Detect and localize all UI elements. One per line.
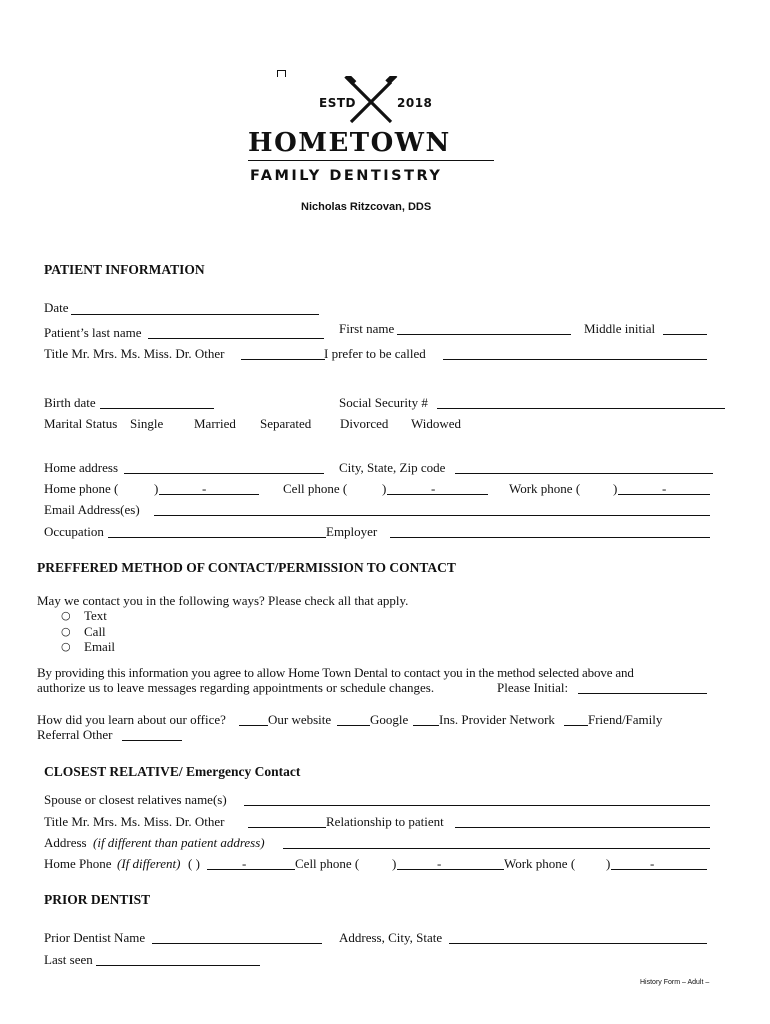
- ssn-field[interactable]: [437, 408, 725, 409]
- learn-line-2: Referral Other: [37, 727, 113, 742]
- relative-names-label: Spouse or closest relatives name(s): [44, 792, 227, 807]
- consent-line-1: By providing this information you agree to allow Home Town Dental to contact you in the method selected above and: [37, 665, 634, 680]
- employer-label: Employer: [326, 524, 378, 539]
- learn-option-provider: Ins. Provider Network: [439, 712, 555, 727]
- home-phone-dash: -: [202, 481, 207, 496]
- date-field[interactable]: [71, 314, 319, 315]
- occupation-field[interactable]: [108, 537, 326, 538]
- date-label: Date: [44, 300, 69, 315]
- cell-phone-label: Cell phone (: [283, 481, 348, 496]
- footer-form-name: History Form – Adult –: [640, 979, 710, 986]
- relative-work-phone-field[interactable]: [611, 869, 707, 870]
- relative-work-phone-dash: -: [650, 856, 655, 871]
- work-phone-dash: -: [662, 481, 667, 496]
- relative-work-phone-paren: ): [606, 856, 611, 871]
- work-phone-label: Work phone (: [509, 481, 581, 496]
- contact-option-email-bullet[interactable]: ○: [61, 640, 71, 653]
- cell-phone-paren: ): [382, 481, 387, 496]
- title-field[interactable]: [241, 359, 325, 360]
- learn-blank-website[interactable]: [239, 725, 268, 726]
- middle-initial-label: Middle initial: [584, 321, 656, 336]
- learn-option-friend: Friend/Family: [588, 712, 663, 727]
- first-name-label: First name: [339, 321, 395, 336]
- home-phone-paren: ): [154, 481, 159, 496]
- logo-est-left: ESTD: [319, 96, 356, 110]
- employer-field[interactable]: [390, 537, 710, 538]
- relative-home-phone-note: (If different): [117, 856, 181, 871]
- marital-option-separated[interactable]: Separated: [260, 416, 312, 431]
- relative-home-phone-paren: ( ): [188, 856, 200, 871]
- city-state-zip-label: City, State, Zip code: [339, 460, 446, 475]
- initial-field[interactable]: [578, 693, 707, 694]
- birth-date-label: Birth date: [44, 395, 96, 410]
- relative-names-field[interactable]: [244, 805, 710, 806]
- title-label: Title Mr. Mrs. Ms. Miss. Dr. Other: [44, 346, 225, 361]
- prefer-label: I prefer to be called: [324, 346, 426, 361]
- occupation-label: Occupation: [44, 524, 104, 539]
- prior-dentist-address-field[interactable]: [449, 943, 707, 944]
- cell-phone-dash: -: [431, 481, 436, 496]
- relative-title-label: Title Mr. Mrs. Ms. Miss. Dr. Other: [44, 814, 225, 829]
- relative-cell-phone-label: Cell phone (: [295, 856, 360, 871]
- contact-option-email: Email: [84, 639, 116, 654]
- contact-heading: PREFFERED METHOD OF CONTACT/PERMISSION TO CONTACT: [37, 560, 456, 575]
- marital-option-single[interactable]: Single: [130, 416, 164, 431]
- initial-label: Please Initial:: [497, 680, 569, 695]
- middle-initial-field[interactable]: [663, 334, 707, 335]
- relative-title-field[interactable]: [248, 827, 326, 828]
- learn-other-field[interactable]: [122, 740, 182, 741]
- relative-cell-phone-dash: -: [437, 856, 442, 871]
- doctor-name: Nicholas Ritzcovan, DDS: [301, 201, 432, 213]
- relative-address-note: (if different than patient address): [93, 835, 265, 850]
- ssn-label: Social Security #: [339, 395, 428, 410]
- prior-dentist-address-label: Address, City, State: [339, 930, 443, 945]
- last-name-label: Patient’s last name: [44, 325, 142, 340]
- cell-phone-field[interactable]: [387, 494, 488, 495]
- logo-rule: [248, 160, 494, 161]
- last-name-field[interactable]: [148, 338, 324, 339]
- home-address-field[interactable]: [124, 473, 324, 474]
- relative-cell-phone-field[interactable]: [397, 869, 504, 870]
- learn-option-website: Our website: [268, 712, 332, 727]
- last-seen-label: Last seen: [44, 952, 93, 967]
- birth-date-field[interactable]: [100, 408, 214, 409]
- prior-dentist-name-field[interactable]: [152, 943, 322, 944]
- logo-name-line1: HOMETOWN: [248, 128, 451, 158]
- contact-option-text: Text: [84, 608, 107, 623]
- logo-est-right: 2018: [397, 96, 433, 110]
- relative-heading: CLOSEST RELATIVE/ Emergency Contact: [44, 764, 301, 779]
- learn-blank-provider[interactable]: [413, 725, 439, 726]
- relative-cell-phone-paren: ): [392, 856, 397, 871]
- marital-status-label: Marital Status: [44, 416, 118, 431]
- last-seen-field[interactable]: [96, 965, 260, 966]
- prior-dentist-name-label: Prior Dentist Name: [44, 930, 146, 945]
- relative-work-phone-label: Work phone (: [504, 856, 576, 871]
- contact-option-call: Call: [84, 624, 106, 639]
- marital-option-widowed[interactable]: Widowed: [411, 416, 462, 431]
- home-address-label: Home address: [44, 460, 119, 475]
- learn-blank-friend[interactable]: [564, 725, 588, 726]
- relative-address-field[interactable]: [283, 848, 710, 849]
- logo-name-line2: FAMILY DENTISTRY: [250, 168, 443, 184]
- marital-option-divorced[interactable]: Divorced: [340, 416, 389, 431]
- home-phone-field[interactable]: [159, 494, 259, 495]
- prior-dentist-heading: PRIOR DENTIST: [44, 892, 151, 907]
- email-field[interactable]: [154, 515, 710, 516]
- prefer-field[interactable]: [443, 359, 707, 360]
- relative-address-label: Address: [44, 835, 87, 850]
- work-phone-paren: ): [613, 481, 618, 496]
- first-name-field[interactable]: [397, 334, 571, 335]
- consent-line-2: authorize us to leave messages regarding appointments or schedule changes.: [37, 680, 435, 695]
- home-phone-label: Home phone (: [44, 481, 119, 496]
- contact-option-call-bullet[interactable]: ○: [61, 625, 71, 638]
- relative-home-phone-field[interactable]: [207, 869, 295, 870]
- learn-question: How did you learn about our office?: [37, 712, 226, 727]
- relative-home-phone-dash: -: [242, 856, 247, 871]
- learn-blank-google[interactable]: [337, 725, 370, 726]
- relationship-label: Relationship to patient: [326, 814, 444, 829]
- relationship-field[interactable]: [455, 827, 710, 828]
- contact-question: May we contact you in the following ways? Please check all that apply.: [37, 593, 409, 608]
- email-label: Email Address(es): [44, 502, 140, 517]
- practice-logo: [245, 76, 495, 188]
- marital-option-married[interactable]: Married: [194, 416, 236, 431]
- relative-home-phone-label: Home Phone: [44, 856, 112, 871]
- contact-option-text-bullet[interactable]: ○: [61, 609, 71, 622]
- patient-info-heading: PATIENT INFORMATION: [44, 262, 205, 277]
- city-state-zip-field[interactable]: [455, 473, 713, 474]
- learn-option-google: Google: [370, 712, 409, 727]
